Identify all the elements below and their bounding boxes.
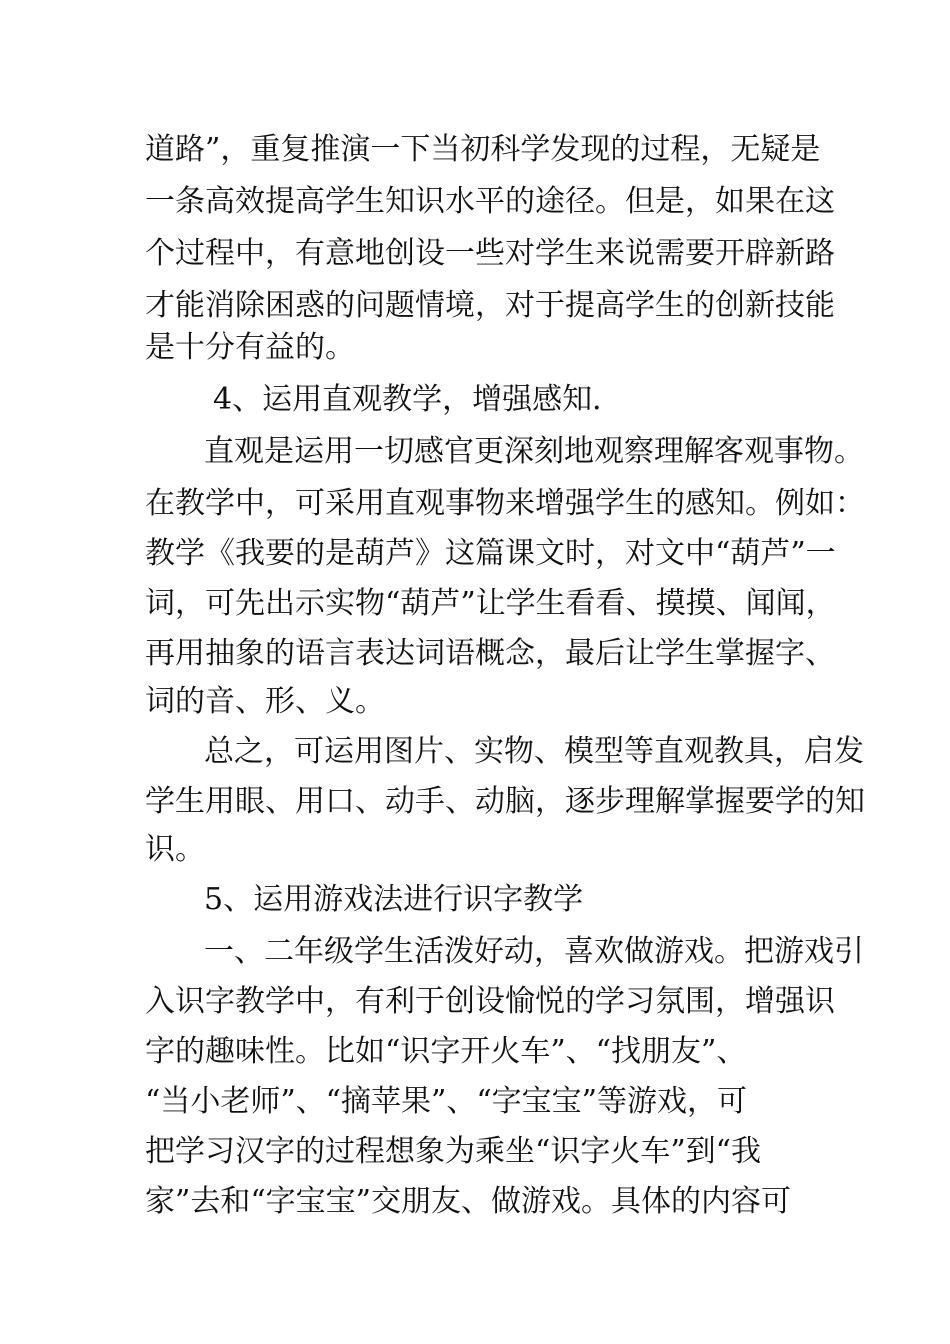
- paragraph-line: 识。: [145, 832, 205, 867]
- paragraph-line: 字的趣味性。比如“识字开火车”、“找朋友”、: [145, 1034, 747, 1069]
- paragraph-line: 在教学中，可采用直观事物来增强学生的感知。例如：: [145, 486, 865, 521]
- paragraph-line: 词，可先出示实物“葫芦”让学生看看、摸摸、闻闻，: [145, 586, 836, 621]
- paragraph-line: 学生用眼、用口、动手、动脑，逐步理解掌握要学的知: [145, 784, 865, 819]
- paragraph-line: 总之，可运用图片、实物、模型等直观教具，启发: [204, 734, 864, 769]
- paragraph-line: 教学《我要的是葫芦》这篇课文时，对文中“葫芦”一: [145, 536, 836, 571]
- paragraph-line: 一条高效提高学生知识水平的途径。但是，如果在这: [145, 184, 835, 219]
- paragraph-line: “当小老师”、“摘苹果”、“字宝宝”等游戏，可: [145, 1084, 748, 1119]
- paragraph-line: 个过程中，有意地创设一些对学生来说需要开辟新路: [145, 236, 835, 271]
- paragraph-line: 直观是运用一切感官更深刻地观察理解客观事物。: [204, 434, 864, 469]
- paragraph-line: 道路”，重复推演一下当初科学发现的过程，无疑是: [145, 132, 821, 167]
- paragraph-line: 一、二年级学生活泼好动，喜欢做游戏。把游戏引: [204, 934, 864, 969]
- paragraph-line: 才能消除困惑的问题情境，对于提高学生的创新技能: [145, 288, 835, 323]
- paragraph-line: 词的音、形、义。: [145, 684, 385, 719]
- section-heading: 5、运用游戏法进行识字教学: [204, 882, 584, 917]
- paragraph-line: 把学习汉字的过程想象为乘坐“识字火车”到“我: [145, 1134, 762, 1169]
- section-heading: 4、运用直观教学，增强感知．: [213, 382, 623, 417]
- paragraph-line: 再用抽象的语言表达词语概念，最后让学生掌握字、: [145, 636, 835, 671]
- paragraph-line: 入识字教学中，有利于创设愉悦的学习氛围，增强识: [145, 984, 835, 1019]
- paragraph-line: 家”去和“字宝宝”交朋友、做游戏。具体的内容可: [145, 1184, 792, 1219]
- paragraph-line: 是十分有益的。: [145, 330, 355, 365]
